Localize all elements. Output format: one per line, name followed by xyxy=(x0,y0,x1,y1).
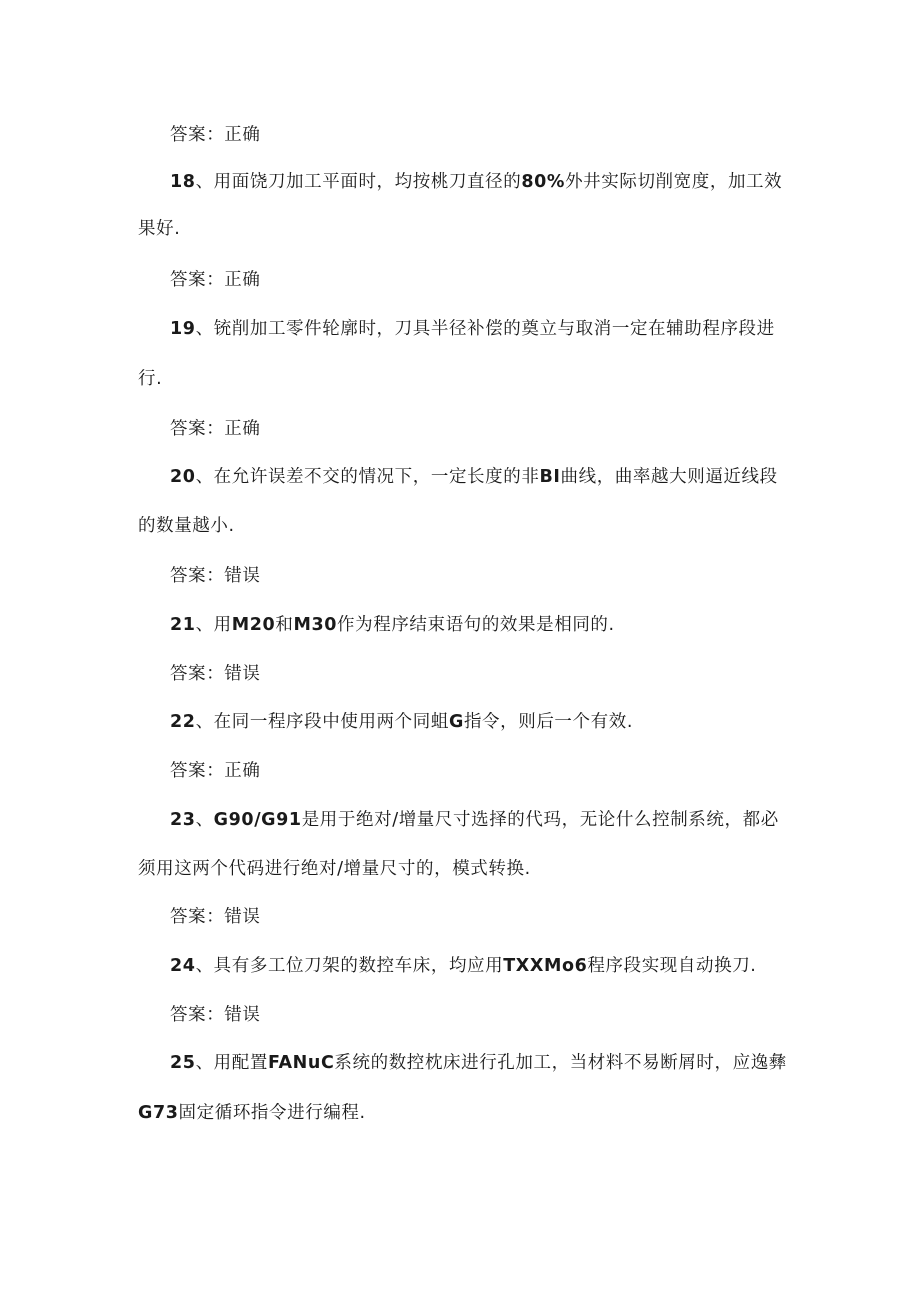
bold-text: 18 xyxy=(170,172,196,192)
text-segment: 答案：正确 xyxy=(170,761,261,781)
text-segment: 指令，则后一个有效. xyxy=(463,712,633,732)
text-segment: 和 xyxy=(275,615,294,635)
answer-line xyxy=(170,268,261,292)
question-line xyxy=(170,465,778,489)
text-segment: 、铳削加工零件轮廓时，刀具半径补偿的奠立与取消一定在辅助程序段进 xyxy=(195,319,775,339)
bold-text: 80% xyxy=(521,172,566,192)
bold-text: 23 xyxy=(170,810,196,830)
question-line xyxy=(170,808,779,832)
question-continuation xyxy=(138,367,162,391)
answer-line xyxy=(170,1003,261,1027)
question-continuation xyxy=(138,1101,366,1125)
text-segment: 、在同一程序段中使用两个同蛆 xyxy=(195,712,449,732)
text-segment: 果好. xyxy=(138,219,181,239)
question-line xyxy=(170,710,633,734)
text-segment: 是用于绝对/增量尺寸选择的代玛，无论什么控制系统，都必 xyxy=(301,810,779,830)
text-segment: 答案：正确 xyxy=(170,125,261,145)
text-segment: 、用 xyxy=(195,615,232,635)
question-line xyxy=(170,954,756,978)
text-segment: 系统的数控枕床进行孔加工，当材料不易断屑时，应逸彝 xyxy=(334,1053,787,1073)
question-continuation xyxy=(138,514,235,538)
text-segment: 、 xyxy=(195,810,214,830)
bold-text: 21 xyxy=(170,615,196,635)
question-line xyxy=(170,317,775,341)
bold-text: FANuC xyxy=(267,1053,335,1073)
bold-text: M20 xyxy=(231,615,276,635)
answer-line xyxy=(170,759,261,783)
bold-text: 25 xyxy=(170,1053,196,1073)
bold-text: 20 xyxy=(170,467,196,487)
text-segment: 行. xyxy=(138,369,163,389)
bold-text: G90/G91 xyxy=(213,810,302,830)
text-segment: 答案：正确 xyxy=(170,270,261,290)
text-segment: 答案：错误 xyxy=(170,664,261,684)
bold-text: 19 xyxy=(170,319,196,339)
question-continuation xyxy=(138,857,531,881)
answer-line xyxy=(170,417,261,441)
text-segment: 作为程序结束语句的效果是相同的. xyxy=(337,615,615,635)
bold-text: BI xyxy=(539,467,561,487)
bold-text: 22 xyxy=(170,712,196,732)
text-segment: 、用配置 xyxy=(195,1053,268,1073)
text-segment: 须用这两个代码进行绝对/增量尺寸的，模式转换. xyxy=(138,859,531,879)
bold-text: G73 xyxy=(138,1103,179,1123)
text-segment: 固定循环指令进行编程. xyxy=(178,1103,366,1123)
question-continuation xyxy=(138,217,180,241)
bold-text: G xyxy=(448,712,464,732)
answer-line xyxy=(170,123,261,147)
question-line xyxy=(170,613,615,637)
text-segment: 程序段实现自动换刀. xyxy=(587,956,757,976)
text-segment: 的数量越小. xyxy=(138,516,235,536)
bold-text: M30 xyxy=(293,615,338,635)
answer-line xyxy=(170,905,261,929)
question-line xyxy=(170,170,782,194)
text-segment: 曲线，曲率越大则逼近线段 xyxy=(560,467,778,487)
text-segment: 答案：错误 xyxy=(170,907,261,927)
text-segment: 答案：错误 xyxy=(170,566,261,586)
answer-line xyxy=(170,564,261,588)
text-segment: 、用面饶刀加工平面时，均按桃刀直径的 xyxy=(195,172,522,192)
text-segment: 、在允许误差不交的情况下，一定长度的非 xyxy=(195,467,540,487)
text-segment: 答案：错误 xyxy=(170,1005,261,1025)
text-segment: 答案：正确 xyxy=(170,419,261,439)
text-segment: 外井实际切削宽度，加工效 xyxy=(565,172,783,192)
bold-text: 24 xyxy=(170,956,196,976)
answer-line xyxy=(170,662,261,686)
question-line xyxy=(170,1051,787,1075)
bold-text: TXXMo6 xyxy=(503,956,588,976)
text-segment: 、具有多工位刀架的数控车床，均应用 xyxy=(195,956,504,976)
